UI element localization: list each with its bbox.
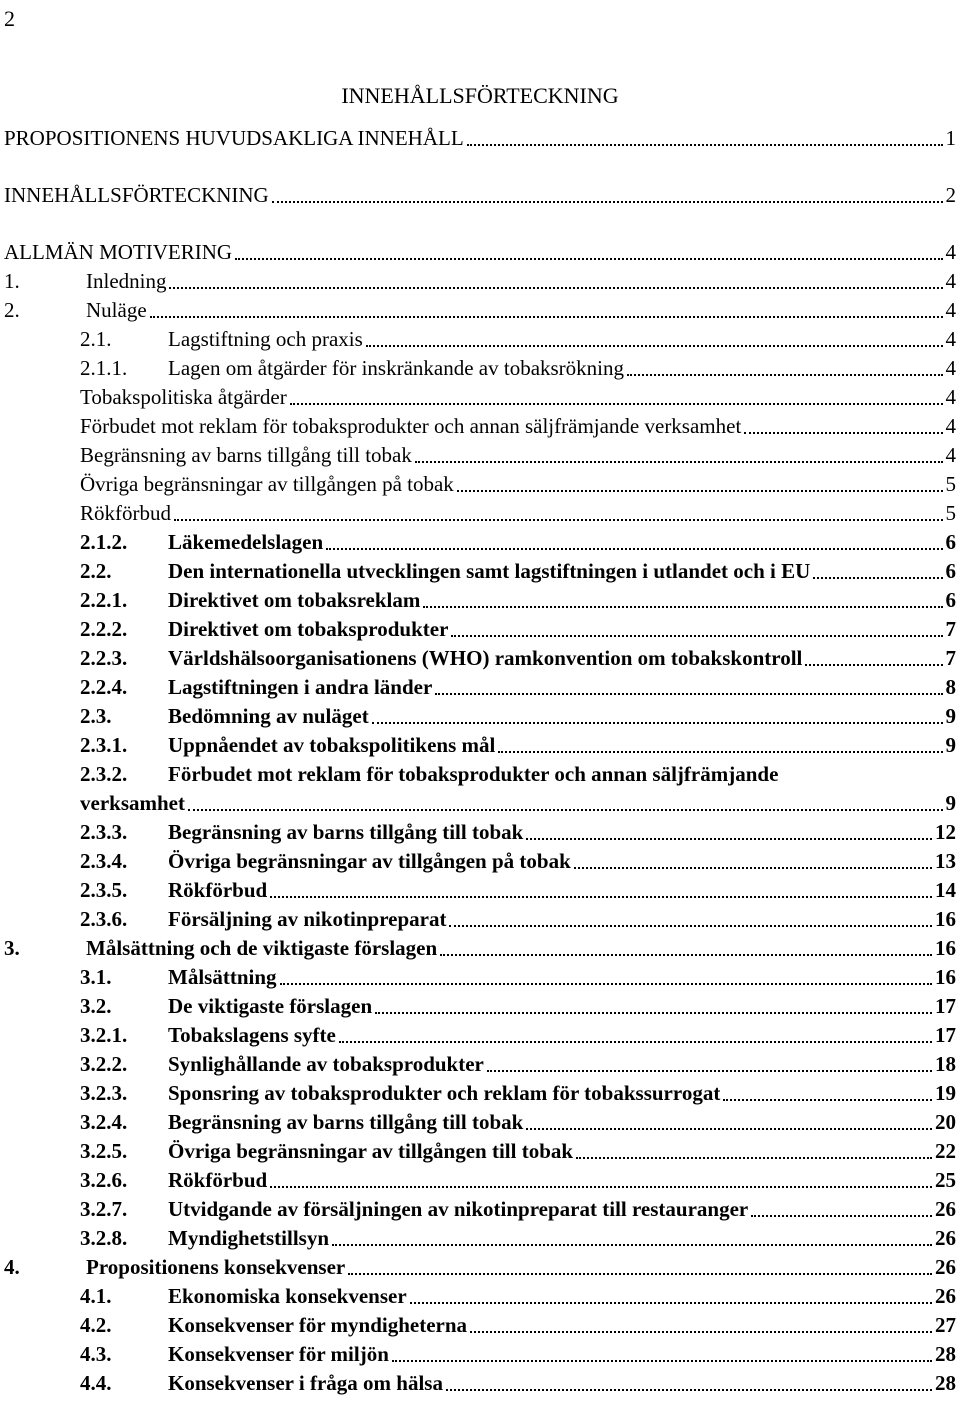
toc-entry-page: 9 bbox=[945, 704, 956, 728]
dot-leader bbox=[470, 1317, 932, 1333]
toc-entry-page: 6 bbox=[945, 530, 956, 554]
toc-entry-number: 4.2. bbox=[80, 1313, 112, 1337]
toc-entry-page: 4 bbox=[945, 443, 956, 467]
toc-entry-number: 3.2.6. bbox=[80, 1168, 128, 1192]
toc-entry[interactable] bbox=[0, 238, 960, 266]
dot-leader bbox=[410, 1288, 932, 1304]
toc-entry-page: 12 bbox=[935, 820, 956, 844]
toc-entry-number: 3. bbox=[4, 936, 20, 960]
dot-leader bbox=[435, 679, 942, 695]
toc-entry-page: 16 bbox=[935, 936, 956, 960]
toc-entry-number: 3.2.7. bbox=[80, 1197, 128, 1221]
toc-entry[interactable] bbox=[0, 412, 960, 440]
toc-entry-title: Tobakslagens syfte bbox=[168, 1023, 336, 1047]
toc-entry-title: Begränsning av barns tillgång till tobak bbox=[168, 1110, 524, 1134]
toc-entry[interactable] bbox=[0, 818, 960, 846]
toc-entry-number: 2.2.2. bbox=[80, 617, 128, 641]
toc-entry-title: Lagen om åtgärder för inskränkande av tobaksrökning bbox=[168, 356, 625, 380]
toc-entry-number: 2.3.2. bbox=[80, 762, 128, 786]
toc-entry-number: 2.1. bbox=[80, 327, 112, 351]
dot-leader bbox=[326, 534, 942, 550]
toc-entry-title: PROPOSITIONENS HUVUDSAKLIGA INNEHÅLL bbox=[4, 126, 464, 150]
toc-entry-title: ALLMÄN MOTIVERING bbox=[4, 240, 233, 264]
toc-entry-number: 2.2.4. bbox=[80, 675, 128, 699]
toc-entry-page: 7 bbox=[945, 646, 956, 670]
dot-leader bbox=[270, 882, 932, 898]
toc-entry-number: 2.3.3. bbox=[80, 820, 128, 844]
dot-leader bbox=[392, 1346, 932, 1362]
toc-entry[interactable] bbox=[0, 1166, 960, 1194]
dot-leader bbox=[449, 911, 932, 927]
toc-entry[interactable] bbox=[0, 383, 960, 411]
toc-entry-page: 28 bbox=[935, 1371, 956, 1395]
dot-leader bbox=[627, 360, 942, 376]
toc-entry[interactable] bbox=[0, 1050, 960, 1078]
toc-entry[interactable] bbox=[0, 499, 960, 527]
toc-entry-number: 2.2. bbox=[80, 559, 112, 583]
toc-entry-page: 4 bbox=[945, 385, 956, 409]
dot-leader bbox=[744, 418, 942, 434]
toc-entry-page: 4 bbox=[945, 414, 956, 438]
toc-entry[interactable] bbox=[0, 296, 960, 324]
toc-entry-number: 3.2.3. bbox=[80, 1081, 128, 1105]
dot-leader bbox=[487, 1056, 932, 1072]
toc-entry-title: Utvidgande av försäljningen av nikotinpreparat till restauranger bbox=[168, 1197, 749, 1221]
toc-entry[interactable] bbox=[0, 586, 960, 614]
toc-entry-title: Lagstiftningen i andra länder bbox=[168, 675, 433, 699]
toc-entry[interactable] bbox=[0, 1195, 960, 1223]
dot-leader bbox=[150, 302, 943, 318]
toc-entry-title: Propositionens konsekvenser bbox=[86, 1255, 346, 1279]
dot-leader bbox=[574, 853, 932, 869]
toc-entry-title: Bedömning av nuläget bbox=[168, 704, 369, 728]
toc-entry-page: 26 bbox=[935, 1284, 956, 1308]
toc-entry-title: Begränsning av barns tillgång till tobak bbox=[80, 443, 412, 467]
toc-entry-page: 4 bbox=[945, 269, 956, 293]
dot-leader bbox=[446, 1375, 932, 1391]
toc-entry-title: Rökförbud bbox=[80, 501, 171, 525]
toc-entry-title: Direktivet om tobaksreklam bbox=[168, 588, 421, 612]
toc-entry-number: 2.1.1. bbox=[80, 356, 128, 380]
toc-entry-title: Sponsring av tobaksprodukter och reklam för tobakssurrogat bbox=[168, 1081, 721, 1105]
toc-entry-page: 5 bbox=[945, 501, 956, 525]
toc-entry-number: 3.2. bbox=[80, 994, 112, 1018]
toc-entry[interactable] bbox=[0, 557, 960, 585]
dot-leader bbox=[576, 1143, 932, 1159]
toc-entry-title: Uppnåendet av tobakspolitikens mål bbox=[168, 733, 496, 757]
toc-entry[interactable] bbox=[0, 267, 960, 295]
toc-entry-number: 2.2.1. bbox=[80, 588, 128, 612]
dot-leader bbox=[526, 824, 932, 840]
toc-entry[interactable] bbox=[0, 1224, 960, 1252]
page-number: 2 bbox=[4, 6, 15, 31]
toc-entry-page: 1 bbox=[945, 126, 956, 150]
toc-entry[interactable] bbox=[0, 441, 960, 469]
dot-leader bbox=[188, 795, 943, 811]
dot-leader bbox=[457, 476, 943, 492]
toc-entry-page: 13 bbox=[935, 849, 956, 873]
toc-entry-page: 4 bbox=[945, 298, 956, 322]
toc-entry-page: 20 bbox=[935, 1110, 956, 1134]
toc-entry-number: 4.1. bbox=[80, 1284, 112, 1308]
dot-leader bbox=[174, 505, 943, 521]
dot-leader bbox=[235, 244, 942, 260]
toc-entry-number: 2.2.3. bbox=[80, 646, 128, 670]
toc-entry-title: Konsekvenser för miljön bbox=[168, 1342, 389, 1366]
toc-entry-page: 26 bbox=[935, 1255, 956, 1279]
toc-entry-page: 6 bbox=[945, 559, 956, 583]
toc-entry[interactable] bbox=[0, 731, 960, 759]
toc-entry-number: 2.3. bbox=[80, 704, 112, 728]
toc-entry[interactable] bbox=[0, 1108, 960, 1136]
toc-entry-title: Rökförbud bbox=[168, 878, 268, 902]
dot-leader bbox=[366, 331, 943, 347]
toc-entry[interactable] bbox=[0, 124, 960, 152]
dot-leader bbox=[280, 969, 932, 985]
toc-entry-title: De viktigaste förslagen bbox=[168, 994, 373, 1018]
toc-entry-page: 4 bbox=[945, 356, 956, 380]
toc-entry-page: 18 bbox=[935, 1052, 956, 1076]
toc-entry-title: Konsekvenser i fråga om hälsa bbox=[168, 1371, 443, 1395]
toc-entry-number: 3.2.5. bbox=[80, 1139, 128, 1163]
toc-entry[interactable] bbox=[0, 470, 960, 498]
toc-entry-title: INNEHÅLLSFÖRTECKNING bbox=[4, 183, 269, 207]
toc-entry[interactable] bbox=[0, 1311, 960, 1339]
toc-entry-number: 2.3.1. bbox=[80, 733, 128, 757]
toc-entry-number: 3.2.4. bbox=[80, 1110, 128, 1134]
toc-entry[interactable] bbox=[0, 789, 960, 817]
dot-leader bbox=[169, 273, 942, 289]
dot-leader bbox=[440, 940, 932, 956]
toc-entry[interactable] bbox=[0, 1021, 960, 1049]
toc-entry-page: 4 bbox=[945, 240, 956, 264]
toc-entry-title: Övriga begränsningar av tillgången på tobak bbox=[80, 472, 454, 496]
dot-leader bbox=[813, 563, 942, 579]
toc-entry-number: 2. bbox=[4, 298, 20, 322]
toc-entry-page: 16 bbox=[935, 965, 956, 989]
toc-entry-page: 5 bbox=[945, 472, 956, 496]
dot-leader bbox=[451, 621, 942, 637]
dot-leader bbox=[270, 1172, 932, 1188]
dot-leader bbox=[751, 1201, 932, 1217]
toc-entry-page: 22 bbox=[935, 1139, 956, 1163]
toc-entry-number: 3.1. bbox=[80, 965, 112, 989]
toc-entry-page: 27 bbox=[935, 1313, 956, 1337]
toc-entry-title: Tobakspolitiska åtgärder bbox=[80, 385, 287, 409]
toc-entry-page: 8 bbox=[945, 675, 956, 699]
dot-leader bbox=[332, 1230, 932, 1246]
toc-entry[interactable] bbox=[0, 934, 960, 962]
toc-entry-number: 2.3.6. bbox=[80, 907, 128, 931]
dot-leader bbox=[423, 592, 942, 608]
dot-leader bbox=[805, 650, 942, 666]
dot-leader bbox=[723, 1085, 932, 1101]
dot-leader bbox=[372, 708, 943, 724]
toc-entry-title: Rökförbud bbox=[168, 1168, 268, 1192]
toc-entry-title: Den internationella utvecklingen samt lagstiftningen i utlandet och i EU bbox=[168, 559, 811, 583]
toc-entry-title: Läkemedelslagen bbox=[168, 530, 324, 554]
toc-entry-page: 14 bbox=[935, 878, 956, 902]
toc-heading: INNEHÅLLSFÖRTECKNING bbox=[341, 83, 619, 108]
toc-entry-page: 26 bbox=[935, 1226, 956, 1250]
dot-leader bbox=[290, 389, 943, 405]
toc-entry-number: 1. bbox=[4, 269, 20, 293]
toc-entry[interactable] bbox=[0, 1340, 960, 1368]
toc-entry[interactable] bbox=[0, 1282, 960, 1310]
toc-entry-title: Övriga begränsningar av tillgången till tobak bbox=[168, 1139, 574, 1163]
toc-entry[interactable] bbox=[0, 325, 960, 353]
toc-entry-title: Nuläge bbox=[86, 298, 147, 322]
toc-entry-number: 2.1.2. bbox=[80, 530, 128, 554]
toc-entry-page: 2 bbox=[945, 183, 956, 207]
toc-entry[interactable] bbox=[0, 615, 960, 643]
toc-entry-page: 25 bbox=[935, 1168, 956, 1192]
dot-leader bbox=[415, 447, 943, 463]
toc-entry-title: Konsekvenser för myndigheterna bbox=[168, 1313, 468, 1337]
toc-entry[interactable] bbox=[0, 1253, 960, 1281]
toc-entry-title: Myndighetstillsyn bbox=[168, 1226, 330, 1250]
dot-leader bbox=[375, 998, 932, 1014]
toc-entry[interactable] bbox=[0, 1137, 960, 1165]
toc-entry-page: 26 bbox=[935, 1197, 956, 1221]
toc-entry-page: 28 bbox=[935, 1342, 956, 1366]
toc-entry-page: 19 bbox=[935, 1081, 956, 1105]
toc-entry-title: Ekonomiska konsekvenser bbox=[168, 1284, 407, 1308]
toc-entry-number: 2.3.4. bbox=[80, 849, 128, 873]
toc-entry-number: 4. bbox=[4, 1255, 20, 1279]
toc-entry[interactable] bbox=[0, 992, 960, 1020]
toc-entry-number: 2.3.5. bbox=[80, 878, 128, 902]
dot-leader bbox=[272, 187, 943, 203]
toc-entry[interactable] bbox=[0, 644, 960, 672]
toc-entry-page: 9 bbox=[945, 791, 956, 815]
toc-entry-title: Lagstiftning och praxis bbox=[168, 327, 363, 351]
toc-entry-number: 4.4. bbox=[80, 1371, 112, 1395]
dot-leader bbox=[498, 737, 942, 753]
toc-entry-title: Förbudet mot reklam för tobaksprodukter och annan säljfrämjande bbox=[168, 762, 779, 786]
toc-entry[interactable] bbox=[0, 702, 960, 730]
toc-entry-title: Målsättning och de viktigaste förslagen bbox=[86, 936, 438, 960]
toc-entry-number: 3.2.2. bbox=[80, 1052, 128, 1076]
toc-entry-page: 7 bbox=[945, 617, 956, 641]
toc-entry-number: 4.3. bbox=[80, 1342, 112, 1366]
toc-entry[interactable] bbox=[0, 181, 960, 209]
dot-leader bbox=[339, 1027, 932, 1043]
toc-entry-page: 17 bbox=[935, 1023, 956, 1047]
dot-leader bbox=[526, 1114, 932, 1130]
toc-entry-title: Förbudet mot reklam för tobaksprodukter och annan säljfrämjande verksamhet bbox=[80, 414, 742, 438]
toc-entry-page: 17 bbox=[935, 994, 956, 1018]
toc-entry[interactable] bbox=[0, 876, 960, 904]
dot-leader bbox=[467, 130, 943, 146]
toc-entry-title: Världshälsoorganisationens (WHO) ramkonvention om tobakskontroll bbox=[168, 646, 803, 670]
toc-entry[interactable] bbox=[0, 528, 960, 556]
toc-entry[interactable] bbox=[0, 354, 960, 382]
toc-entry-number: 3.2.1. bbox=[80, 1023, 128, 1047]
toc-entry[interactable] bbox=[0, 847, 960, 875]
toc-entry[interactable] bbox=[0, 1369, 960, 1397]
toc-entry[interactable] bbox=[0, 760, 960, 788]
toc-entry-title: Inledning bbox=[86, 269, 167, 293]
toc-entry-title: Direktivet om tobaksprodukter bbox=[168, 617, 449, 641]
toc-entry-page: 4 bbox=[945, 327, 956, 351]
toc-entry[interactable] bbox=[0, 963, 960, 991]
toc-entry[interactable] bbox=[0, 905, 960, 933]
toc-entry-page: 6 bbox=[945, 588, 956, 612]
toc-entry-title: Synlighållande av tobaksprodukter bbox=[168, 1052, 484, 1076]
toc-entry-page: 9 bbox=[945, 733, 956, 757]
toc-entry-title: Målsättning bbox=[168, 965, 277, 989]
toc-entry-title: verksamhet bbox=[80, 791, 185, 815]
toc-entry-title: Övriga begränsningar av tillgången på tobak bbox=[168, 849, 571, 873]
dot-leader bbox=[348, 1259, 932, 1275]
toc-entry[interactable] bbox=[0, 673, 960, 701]
toc-entry-title: Försäljning av nikotinpreparat bbox=[168, 907, 447, 931]
toc-entry-title: Begränsning av barns tillgång till tobak bbox=[168, 820, 524, 844]
toc-entry[interactable] bbox=[0, 1079, 960, 1107]
toc-entry-number: 3.2.8. bbox=[80, 1226, 128, 1250]
toc-entry-page: 16 bbox=[935, 907, 956, 931]
